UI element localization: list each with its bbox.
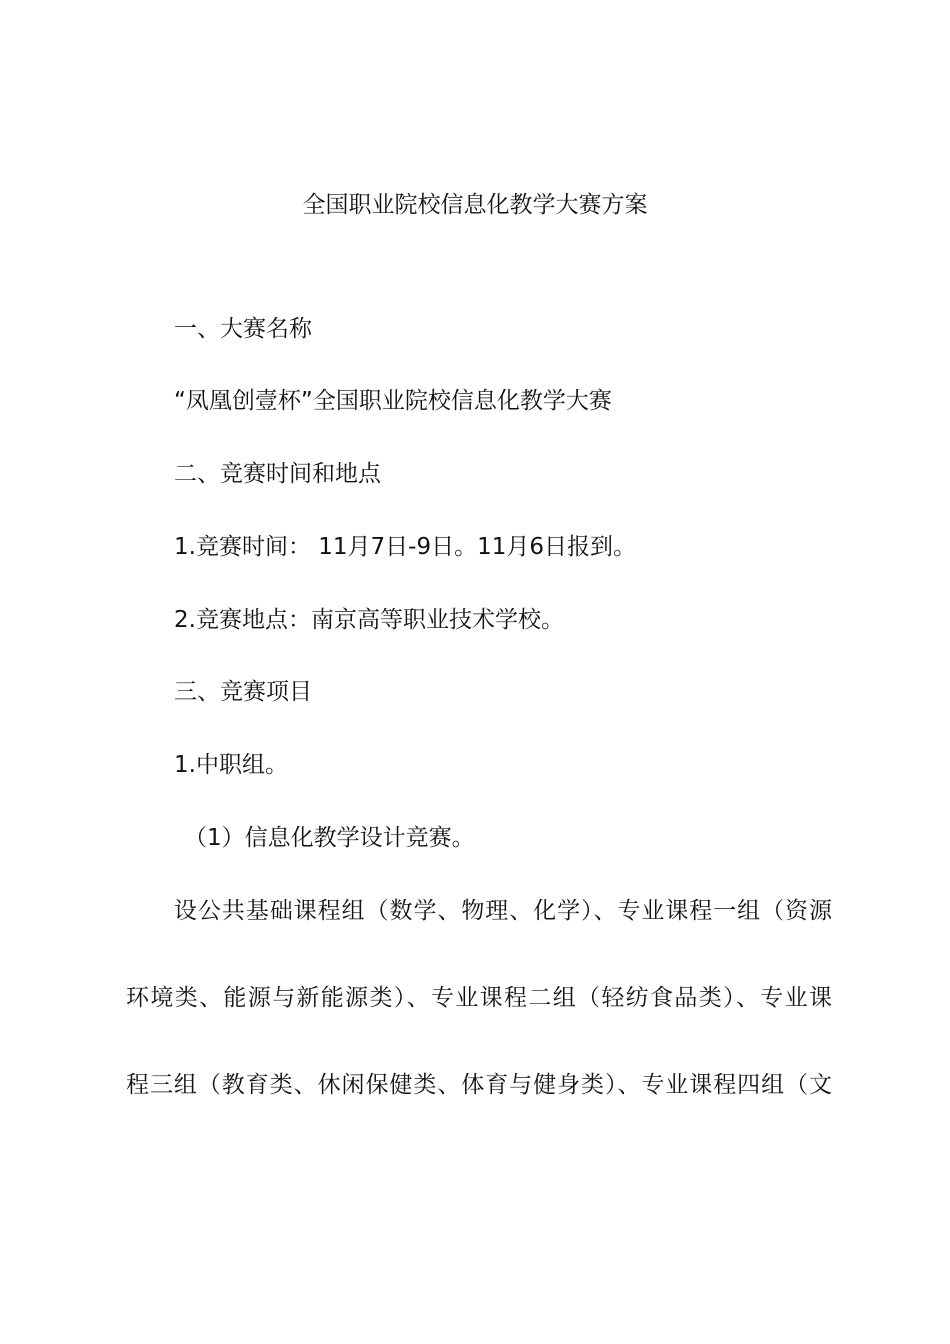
paragraph-line-2: 环境类、能源与新能源类）、专业课程二组（轻纺食品类）、专业课 [126, 985, 832, 1011]
section-heading-time-place: 二、竞赛时间和地点 [174, 461, 381, 487]
section-heading-name: 一、大赛名称 [174, 316, 312, 342]
group-secondary: 1.中职组。 [174, 752, 288, 778]
contest-name: “凤凰创壹杯”全国职业院校信息化教学大赛 [174, 388, 612, 414]
paragraph-line-3: 程三组（教育类、休闲保健类、体育与健身类）、专业课程四组（文 [126, 1072, 832, 1098]
contest-time: 1.竞赛时间： 11月7日-9日。11月6日报到。 [174, 534, 636, 560]
paragraph-line-1: 设公共基础课程组（数学、物理、化学）、专业课程一组（资源 [174, 898, 832, 924]
contest-place: 2.竞赛地点：南京高等职业技术学校。 [174, 607, 564, 633]
subitem-design-contest: （1）信息化教学设计竞赛。 [184, 825, 475, 851]
section-heading-items: 三、竞赛项目 [174, 679, 312, 705]
document-title: 全国职业院校信息化教学大赛方案 [302, 192, 648, 218]
